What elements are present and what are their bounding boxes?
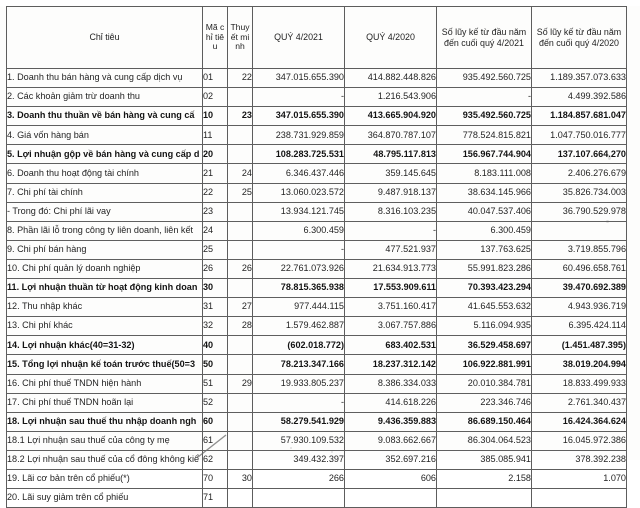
row-code: 10 xyxy=(203,107,228,126)
table-row xyxy=(7,450,627,469)
row-note xyxy=(228,126,253,145)
cell-ytd-prior: 4.943.936.719 xyxy=(532,298,627,317)
row-note xyxy=(228,431,253,450)
cell-quarter-current: 22.761.073.926 xyxy=(253,259,345,278)
cell-ytd-current: 778.524.815.821 xyxy=(437,126,532,145)
income-statement-table xyxy=(6,6,627,508)
row-label: 5. Lợi nhuận gộp về bán hàng và cung cấp d xyxy=(7,145,203,164)
cell-quarter-prior: 683.402.531 xyxy=(345,336,437,355)
row-label: 1. Doanh thu bán hàng và cung cấp dịch vụ xyxy=(7,69,203,88)
cell-ytd-prior: 60.496.658.761 xyxy=(532,259,627,278)
cell-ytd-prior xyxy=(532,221,627,240)
cell-quarter-current: 238.731.929.859 xyxy=(253,126,345,145)
scanned-financial-statement xyxy=(0,6,640,503)
cell-quarter-prior: 8.316.103.235 xyxy=(345,202,437,221)
cell-quarter-current: 13.060.023.572 xyxy=(253,183,345,202)
cell-quarter-current: 78.815.365.938 xyxy=(253,279,345,298)
cell-quarter-current: 19.933.805.237 xyxy=(253,374,345,393)
cell-ytd-current: 935.492.560.725 xyxy=(437,69,532,88)
cell-quarter-current: 58.279.541.929 xyxy=(253,412,345,431)
cell-ytd-prior: 36.790.529.978 xyxy=(532,202,627,221)
row-label: 6. Doanh thu hoạt động tài chính xyxy=(7,164,203,183)
row-note: 30 xyxy=(228,469,253,488)
cell-quarter-current: 78.213.347.166 xyxy=(253,355,345,374)
row-label: 3. Doanh thu thuần về bán hàng và cung cấ xyxy=(7,107,203,126)
cell-quarter-prior: 9.436.359.883 xyxy=(345,412,437,431)
row-code: 20 xyxy=(203,145,228,164)
table-row xyxy=(7,298,627,317)
cell-ytd-prior: 18.833.499.933 xyxy=(532,374,627,393)
table-row xyxy=(7,317,627,336)
cell-quarter-prior: 9.083.662.667 xyxy=(345,431,437,450)
row-code: 30 xyxy=(203,279,228,298)
row-note xyxy=(228,145,253,164)
column-header-quarter-current: QUÝ 4/2021 xyxy=(253,7,345,69)
table-row xyxy=(7,489,627,508)
cell-quarter-prior: - xyxy=(345,221,437,240)
table-row xyxy=(7,279,627,298)
column-header-ytd-prior: Số lũy kế từ đầu năm đến cuối quý 4/2020 xyxy=(532,7,627,69)
cell-ytd-prior: 378.392.238 xyxy=(532,450,627,469)
cell-quarter-current: 6.300.459 xyxy=(253,221,345,240)
row-label: 7. Chi phí tài chính xyxy=(7,183,203,202)
cell-quarter-current: 108.283.725.531 xyxy=(253,145,345,164)
cell-ytd-prior: 39.470.692.389 xyxy=(532,279,627,298)
row-label: 9. Chi phí bán hàng xyxy=(7,240,203,259)
table-row xyxy=(7,164,627,183)
table-row xyxy=(7,69,627,88)
row-code: 22 xyxy=(203,183,228,202)
cell-quarter-current xyxy=(253,489,345,508)
table-row xyxy=(7,412,627,431)
row-note xyxy=(228,202,253,221)
cell-quarter-prior: 352.697.216 xyxy=(345,450,437,469)
row-code: 11 xyxy=(203,126,228,145)
cell-quarter-current: 347.015.655.390 xyxy=(253,69,345,88)
cell-ytd-current: 2.158 xyxy=(437,469,532,488)
row-code: 71 xyxy=(203,489,228,508)
cell-ytd-prior: 6.395.424.114 xyxy=(532,317,627,336)
row-code: 31 xyxy=(203,298,228,317)
cell-quarter-prior: 414.882.448.826 xyxy=(345,69,437,88)
cell-quarter-prior: 3.751.160.417 xyxy=(345,298,437,317)
cell-ytd-current: 41.645.553.632 xyxy=(437,298,532,317)
row-code: 02 xyxy=(203,88,228,107)
cell-quarter-prior: 18.237.312.142 xyxy=(345,355,437,374)
row-label: 2. Các khoản giảm trừ doanh thu xyxy=(7,88,203,107)
cell-quarter-prior: 9.487.918.137 xyxy=(345,183,437,202)
cell-ytd-current: 8.183.111.008 xyxy=(437,164,532,183)
cell-ytd-prior: 137.107.664.270 xyxy=(532,145,627,164)
cell-quarter-prior: 8.386.334.033 xyxy=(345,374,437,393)
table-row xyxy=(7,240,627,259)
row-code: 26 xyxy=(203,259,228,278)
row-label: 4. Giá vốn hàng bán xyxy=(7,126,203,145)
row-note xyxy=(228,336,253,355)
row-code: 25 xyxy=(203,240,228,259)
column-header-code: Mã chỉ tiêu xyxy=(203,7,228,69)
row-note: 26 xyxy=(228,259,253,278)
table-row xyxy=(7,126,627,145)
table-row xyxy=(7,469,627,488)
row-code: 40 xyxy=(203,336,228,355)
cell-quarter-prior: 413.665.904.920 xyxy=(345,107,437,126)
row-code: 23 xyxy=(203,202,228,221)
cell-ytd-prior: 1.184.857.681.047 xyxy=(532,107,627,126)
cell-ytd-prior: 3.719.855.796 xyxy=(532,240,627,259)
cell-quarter-current: 349.432.397 xyxy=(253,450,345,469)
table-row xyxy=(7,431,627,450)
row-code: 61 xyxy=(203,431,228,450)
table-header-row xyxy=(7,7,627,69)
row-note xyxy=(228,393,253,412)
table-row xyxy=(7,145,627,164)
cell-ytd-current: 40.047.537.406 xyxy=(437,202,532,221)
cell-ytd-prior: 16.045.972.386 xyxy=(532,431,627,450)
row-note xyxy=(228,88,253,107)
table-row xyxy=(7,202,627,221)
row-label: 20. Lãi suy giảm trên cổ phiếu xyxy=(7,489,203,508)
cell-ytd-current: 86.304.064.523 xyxy=(437,431,532,450)
row-code: 24 xyxy=(203,221,228,240)
row-note xyxy=(228,240,253,259)
cell-quarter-prior: 364.870.787.107 xyxy=(345,126,437,145)
table-row xyxy=(7,393,627,412)
row-code: 01 xyxy=(203,69,228,88)
table-row xyxy=(7,221,627,240)
row-note xyxy=(228,450,253,469)
table-row xyxy=(7,183,627,202)
cell-quarter-current: - xyxy=(253,393,345,412)
row-note xyxy=(228,355,253,374)
cell-ytd-current: 5.116.094.935 xyxy=(437,317,532,336)
cell-quarter-current: 347.015.655.390 xyxy=(253,107,345,126)
cell-ytd-current: 86.689.150.464 xyxy=(437,412,532,431)
cell-ytd-current: 6.300.459 xyxy=(437,221,532,240)
cell-ytd-current xyxy=(437,489,532,508)
row-label: 13. Chi phí khác xyxy=(7,317,203,336)
cell-ytd-current: 20.010.384.781 xyxy=(437,374,532,393)
row-note xyxy=(228,412,253,431)
table-row xyxy=(7,88,627,107)
cell-ytd-current: 38.634.145.966 xyxy=(437,183,532,202)
cell-ytd-prior: 35.826.734.003 xyxy=(532,183,627,202)
cell-quarter-current: (602.018.772) xyxy=(253,336,345,355)
row-note: 25 xyxy=(228,183,253,202)
cell-ytd-prior: 2.761.340.437 xyxy=(532,393,627,412)
cell-quarter-prior: 48.795.117.813 xyxy=(345,145,437,164)
row-code: 62 xyxy=(203,450,228,469)
cell-ytd-current: 70.393.423.294 xyxy=(437,279,532,298)
row-code: 51 xyxy=(203,374,228,393)
row-code: 50 xyxy=(203,355,228,374)
row-code: 21 xyxy=(203,164,228,183)
column-header-ytd-current: Số lũy kế từ đầu năm đến cuối quý 4/2021 xyxy=(437,7,532,69)
column-header-note: Thuyết minh xyxy=(228,7,253,69)
cell-quarter-prior: 21.634.913.773 xyxy=(345,259,437,278)
cell-ytd-prior: 16.424.364.624 xyxy=(532,412,627,431)
row-label: 15. Tổng lợi nhuận kế toán trước thuế(50=3 xyxy=(7,355,203,374)
row-label: 18. Lợi nhuận sau thuế thu nhập doanh ngh xyxy=(7,412,203,431)
cell-quarter-current: 1.579.462.887 xyxy=(253,317,345,336)
cell-quarter-prior xyxy=(345,489,437,508)
row-note: 24 xyxy=(228,164,253,183)
cell-ytd-current: - xyxy=(437,88,532,107)
row-code: 60 xyxy=(203,412,228,431)
cell-quarter-current: 977.444.115 xyxy=(253,298,345,317)
table-row xyxy=(7,259,627,278)
cell-quarter-prior: 414.618.226 xyxy=(345,393,437,412)
cell-ytd-prior: 2.406.276.679 xyxy=(532,164,627,183)
cell-quarter-current: - xyxy=(253,240,345,259)
cell-quarter-prior: 17.553.909.611 xyxy=(345,279,437,298)
row-note xyxy=(228,221,253,240)
row-label: 17. Chi phí thuế TNDN hoãn lại xyxy=(7,393,203,412)
cell-quarter-prior: 3.067.757.886 xyxy=(345,317,437,336)
cell-quarter-prior: 359.145.645 xyxy=(345,164,437,183)
row-label: 10. Chi phí quản lý doanh nghiệp xyxy=(7,259,203,278)
cell-ytd-current: 156.967.744.904 xyxy=(437,145,532,164)
row-note: 28 xyxy=(228,317,253,336)
cell-ytd-prior: 1.047.750.016.777 xyxy=(532,126,627,145)
cell-quarter-prior: 1.216.543.906 xyxy=(345,88,437,107)
row-code: 70 xyxy=(203,469,228,488)
cell-ytd-prior: 4.499.392.586 xyxy=(532,88,627,107)
row-label: 18.1 Lợi nhuận sau thuế của công ty mẹ xyxy=(7,431,203,450)
cell-ytd-current: 935.492.560.725 xyxy=(437,107,532,126)
row-label: 18.2 Lợi nhuận sau thuế của cổ đông không kiể xyxy=(7,450,203,469)
cell-quarter-prior: 477.521.937 xyxy=(345,240,437,259)
table-row xyxy=(7,107,627,126)
cell-ytd-current: 223.346.746 xyxy=(437,393,532,412)
table-row xyxy=(7,374,627,393)
table-header xyxy=(7,7,627,69)
cell-quarter-current: - xyxy=(253,88,345,107)
cell-quarter-current: 57.930.109.532 xyxy=(253,431,345,450)
cell-ytd-prior: 1.189.357.073.633 xyxy=(532,69,627,88)
cell-ytd-current: 36.529.458.697 xyxy=(437,336,532,355)
column-header-label: Chỉ tiêu xyxy=(7,7,203,69)
column-header-quarter-prior: QUÝ 4/2020 xyxy=(345,7,437,69)
row-note xyxy=(228,489,253,508)
table-body xyxy=(7,69,627,508)
cell-ytd-prior: 38.019.204.994 xyxy=(532,355,627,374)
cell-quarter-current: 6.346.437.446 xyxy=(253,164,345,183)
cell-ytd-current: 385.085.941 xyxy=(437,450,532,469)
cell-ytd-prior: 1.070 xyxy=(532,469,627,488)
cell-ytd-prior xyxy=(532,489,627,508)
cell-quarter-prior: 606 xyxy=(345,469,437,488)
row-label: 8. Phần lãi lỗ trong công ty liên doanh, liên kết xyxy=(7,221,203,240)
cell-ytd-current: 137.763.625 xyxy=(437,240,532,259)
cell-quarter-current: 13.934.121.745 xyxy=(253,202,345,221)
row-note: 23 xyxy=(228,107,253,126)
row-note: 27 xyxy=(228,298,253,317)
table-row xyxy=(7,355,627,374)
row-note xyxy=(228,279,253,298)
row-label: 11. Lợi nhuận thuần từ hoạt động kinh doan xyxy=(7,279,203,298)
cell-quarter-current: 266 xyxy=(253,469,345,488)
row-label: 14. Lợi nhuận khác(40=31-32) xyxy=(7,336,203,355)
table-row xyxy=(7,336,627,355)
row-label: - Trong đó: Chi phí lãi vay xyxy=(7,202,203,221)
row-note: 22 xyxy=(228,69,253,88)
row-note: 29 xyxy=(228,374,253,393)
cell-ytd-current: 55.991.823.286 xyxy=(437,259,532,278)
cell-ytd-prior: (1.451.487.395) xyxy=(532,336,627,355)
cell-ytd-current: 106.922.881.991 xyxy=(437,355,532,374)
row-code: 52 xyxy=(203,393,228,412)
row-code: 32 xyxy=(203,317,228,336)
row-label: 16. Chi phí thuế TNDN hiện hành xyxy=(7,374,203,393)
row-label: 19. Lãi cơ bản trên cổ phiếu(*) xyxy=(7,469,203,488)
row-label: 12. Thu nhập khác xyxy=(7,298,203,317)
